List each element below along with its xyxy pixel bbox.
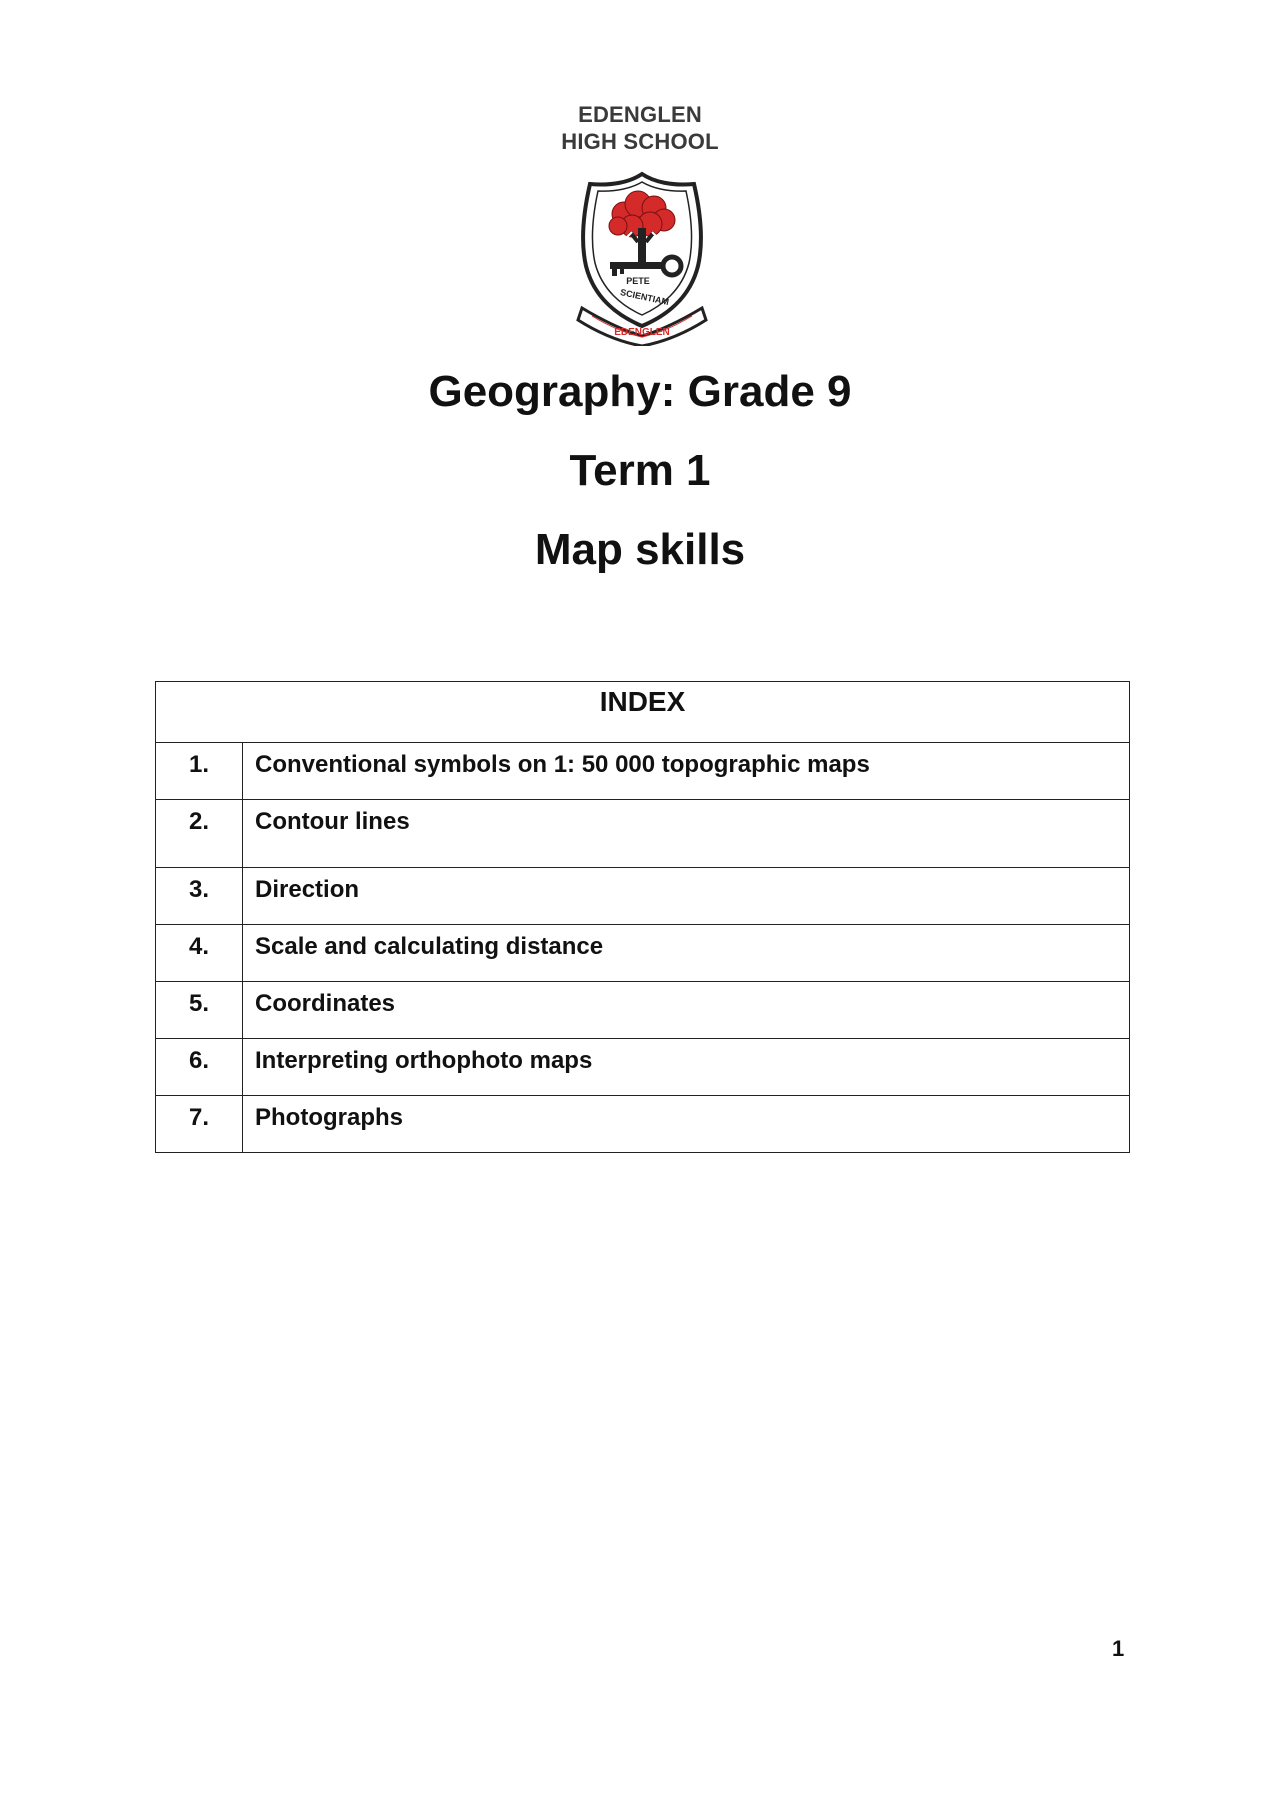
index-row <box>156 743 1130 800</box>
index-row-number: 7. <box>156 1096 243 1153</box>
index-row <box>156 868 1130 925</box>
document-term: Term 1 <box>569 446 711 495</box>
school-name-line2: HIGH SCHOOL <box>561 129 719 154</box>
crest-motto-line2: SCIENTIAM <box>619 287 670 308</box>
document-title: Geography: Grade 9 <box>428 367 852 416</box>
school-name-line1: EDENGLEN <box>578 102 702 127</box>
crest-banner-text: EDENGLEN <box>614 327 670 338</box>
index-row-number: 6. <box>156 1039 243 1096</box>
index-row-number: 5. <box>156 982 243 1039</box>
page-number: 1 <box>1112 1636 1125 1661</box>
school-crest-logo <box>572 170 712 346</box>
index-row <box>156 1096 1130 1153</box>
index-heading: INDEX <box>156 682 1130 743</box>
index-row-topic: Photographs <box>243 1096 1130 1153</box>
index-row-number: 4. <box>156 925 243 982</box>
index-row <box>156 800 1130 868</box>
index-row <box>156 925 1130 982</box>
index-row-number: 2. <box>156 800 243 868</box>
index-row-topic: Contour lines <box>243 800 1130 868</box>
index-row <box>156 1039 1130 1096</box>
document-subject: Map skills <box>534 525 746 574</box>
index-row-topic: Coordinates <box>243 982 1130 1039</box>
school-name <box>0 101 1280 155</box>
index-row-number: 1. <box>156 743 243 800</box>
index-row-number: 3. <box>156 868 243 925</box>
index-row-topic: Direction <box>243 868 1130 925</box>
index-row-topic: Conventional symbols on 1: 50 000 topographic maps <box>243 743 1130 800</box>
index-row-topic: Scale and calculating distance <box>243 925 1130 982</box>
index-table <box>155 681 1130 1153</box>
index-row-topic: Interpreting orthophoto maps <box>243 1039 1130 1096</box>
index-header-row <box>156 682 1130 743</box>
crest-motto-line1: PETE <box>626 276 650 286</box>
index-row <box>156 982 1130 1039</box>
